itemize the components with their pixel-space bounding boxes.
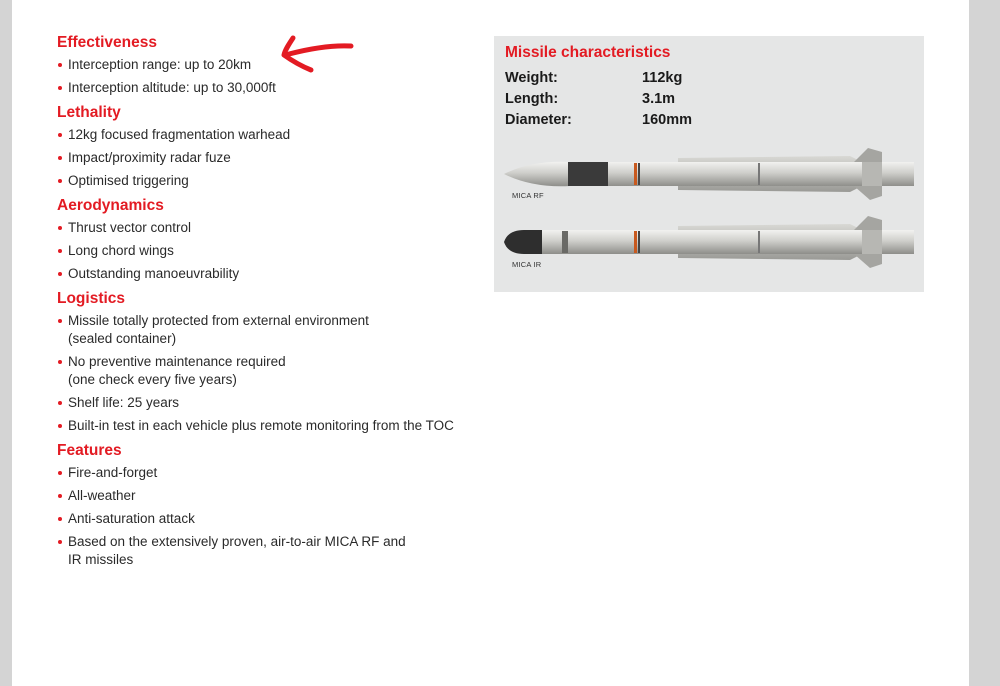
bullet-item: [57, 312, 497, 348]
bullet-text: Built-in test in each vehicle plus remote monitoring from the TOC: [68, 418, 454, 433]
bullet-list: [57, 312, 497, 435]
bullet-text: No preventive maintenance required: [68, 354, 286, 369]
bullet-text: Outstanding manoeuvrability: [68, 266, 240, 281]
bullet-text: Fire-and-forget: [68, 465, 158, 480]
bullet-text: Impact/proximity radar fuze: [68, 150, 231, 165]
section-features: [57, 441, 497, 569]
spec-value: 3.1m: [642, 91, 676, 107]
bullet-item: [57, 79, 497, 97]
mica-ir-missile-image: [502, 214, 914, 272]
red-arrow-icon: [277, 32, 359, 78]
bullet-item: [57, 126, 497, 144]
spec-label: Diameter:: [505, 112, 572, 128]
section-heading: Lethality: [57, 104, 121, 121]
spec-label: Weight:: [505, 70, 558, 86]
section-heading: Effectiveness: [57, 34, 157, 51]
bullet-text: 12kg focused fragmentation warhead: [68, 127, 291, 142]
bullet-text: Anti-saturation attack: [68, 511, 195, 526]
bullet-item: [57, 353, 497, 389]
bullet-item: [57, 464, 497, 482]
section-heading: Logistics: [57, 290, 126, 307]
bullet-text: Optimised triggering: [68, 173, 189, 188]
bullet-list: [57, 126, 497, 190]
bullet-item: [57, 242, 497, 260]
bullet-text: Thrust vector control: [68, 220, 192, 235]
bullet-text: Shelf life: 25 years: [68, 395, 180, 410]
section-lethality: [57, 103, 497, 190]
bullet-text: Interception range: up to 20km: [68, 57, 252, 72]
bullet-text: Missile totally protected from external environment: [68, 313, 369, 328]
section-heading: Aerodynamics: [57, 197, 164, 214]
bullet-text: All-weather: [68, 488, 136, 503]
section-logistics: [57, 289, 497, 435]
characteristics-panel: [494, 36, 924, 292]
bullet-item: [57, 172, 497, 190]
bullet-text: Interception altitude: up to 30,000ft: [68, 80, 276, 95]
bullet-text: (one check every five years): [68, 372, 237, 387]
bullet-item: [57, 219, 497, 237]
bullet-text: Based on the extensively proven, air-to-air MICA RF and: [68, 534, 406, 549]
spec-weight: [505, 70, 682, 86]
bullet-list: [57, 464, 497, 569]
spec-length: [505, 91, 675, 107]
bullet-text: (sealed container): [68, 331, 177, 346]
characteristics-title: Missile characteristics: [505, 44, 671, 61]
bullet-text: IR missiles: [68, 552, 134, 567]
document-page: [12, 0, 969, 686]
mica-rf-missile-image: [502, 146, 914, 204]
spec-label: Length:: [505, 91, 559, 107]
bullet-item: [57, 533, 497, 569]
bullet-item: [57, 394, 497, 412]
bullet-item: [57, 487, 497, 505]
bullet-text: Long chord wings: [68, 243, 174, 258]
section-heading: Features: [57, 442, 122, 459]
missile-label: MICA RF: [512, 191, 544, 200]
spec-value: 112kg: [642, 70, 683, 86]
section-aerodynamics: [57, 196, 497, 283]
bullet-item: [57, 149, 497, 167]
bullet-item: [57, 265, 497, 283]
bullet-item: [57, 510, 497, 528]
bullet-item: [57, 417, 497, 435]
spec-value: 160mm: [642, 112, 692, 128]
spec-diameter: [505, 112, 692, 128]
missile-label: MICA IR: [512, 260, 542, 269]
feature-list: [57, 33, 497, 575]
bullet-list: [57, 219, 497, 283]
